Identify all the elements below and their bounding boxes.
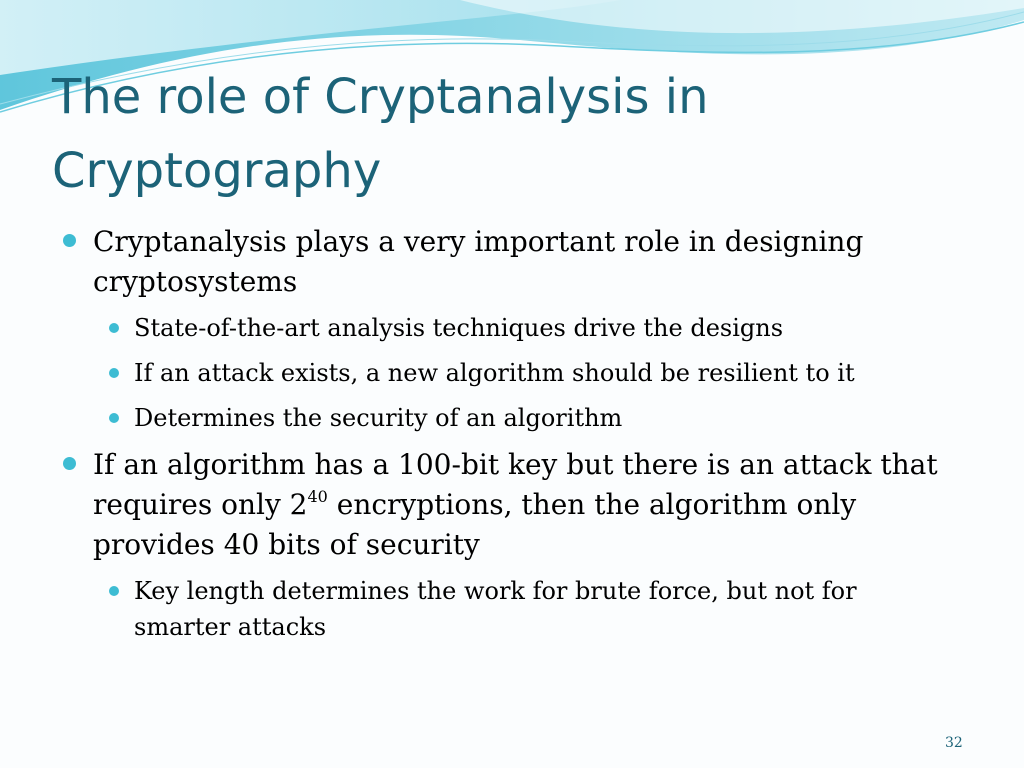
bullet-dot-icon <box>109 413 119 423</box>
sub-bullet-item <box>60 355 960 391</box>
sub-bullet-text: Determines the security of an algorithm <box>134 404 623 432</box>
bullet-text-after: encryptions, then the algorithm only provides 40 bits of security <box>93 488 857 561</box>
bullet-item <box>60 445 960 565</box>
exponent-superscript: 40 <box>307 487 328 506</box>
bullet-list <box>60 222 960 654</box>
sub-bullet-text: Key length determines the work for brute force, but not for smarter attacks <box>134 577 857 641</box>
bullet-item <box>60 222 960 302</box>
sub-bullet-item <box>60 310 960 346</box>
slide-title: The role of Cryptanalysis in Cryptography <box>52 69 709 199</box>
bullet-dot-icon <box>63 457 76 470</box>
sub-bullet-item <box>60 573 960 645</box>
bullet-dot-icon <box>63 234 76 247</box>
bullet-text-before: If an algorithm has a 100-bit key but there is an attack that requires only 2 <box>93 448 938 521</box>
bullet-text: Cryptanalysis plays a very important role in designing cryptosystems <box>93 225 864 298</box>
page-number: 32 <box>945 735 963 751</box>
sub-bullet-text: State-of-the-art analysis techniques drive the designs <box>134 314 784 342</box>
bullet-dot-icon <box>109 368 119 378</box>
sub-bullet-item <box>60 400 960 436</box>
sub-bullet-text: If an attack exists, a new algorithm should be resilient to it <box>134 359 855 387</box>
bullet-dot-icon <box>109 586 119 596</box>
bullet-dot-icon <box>109 323 119 333</box>
